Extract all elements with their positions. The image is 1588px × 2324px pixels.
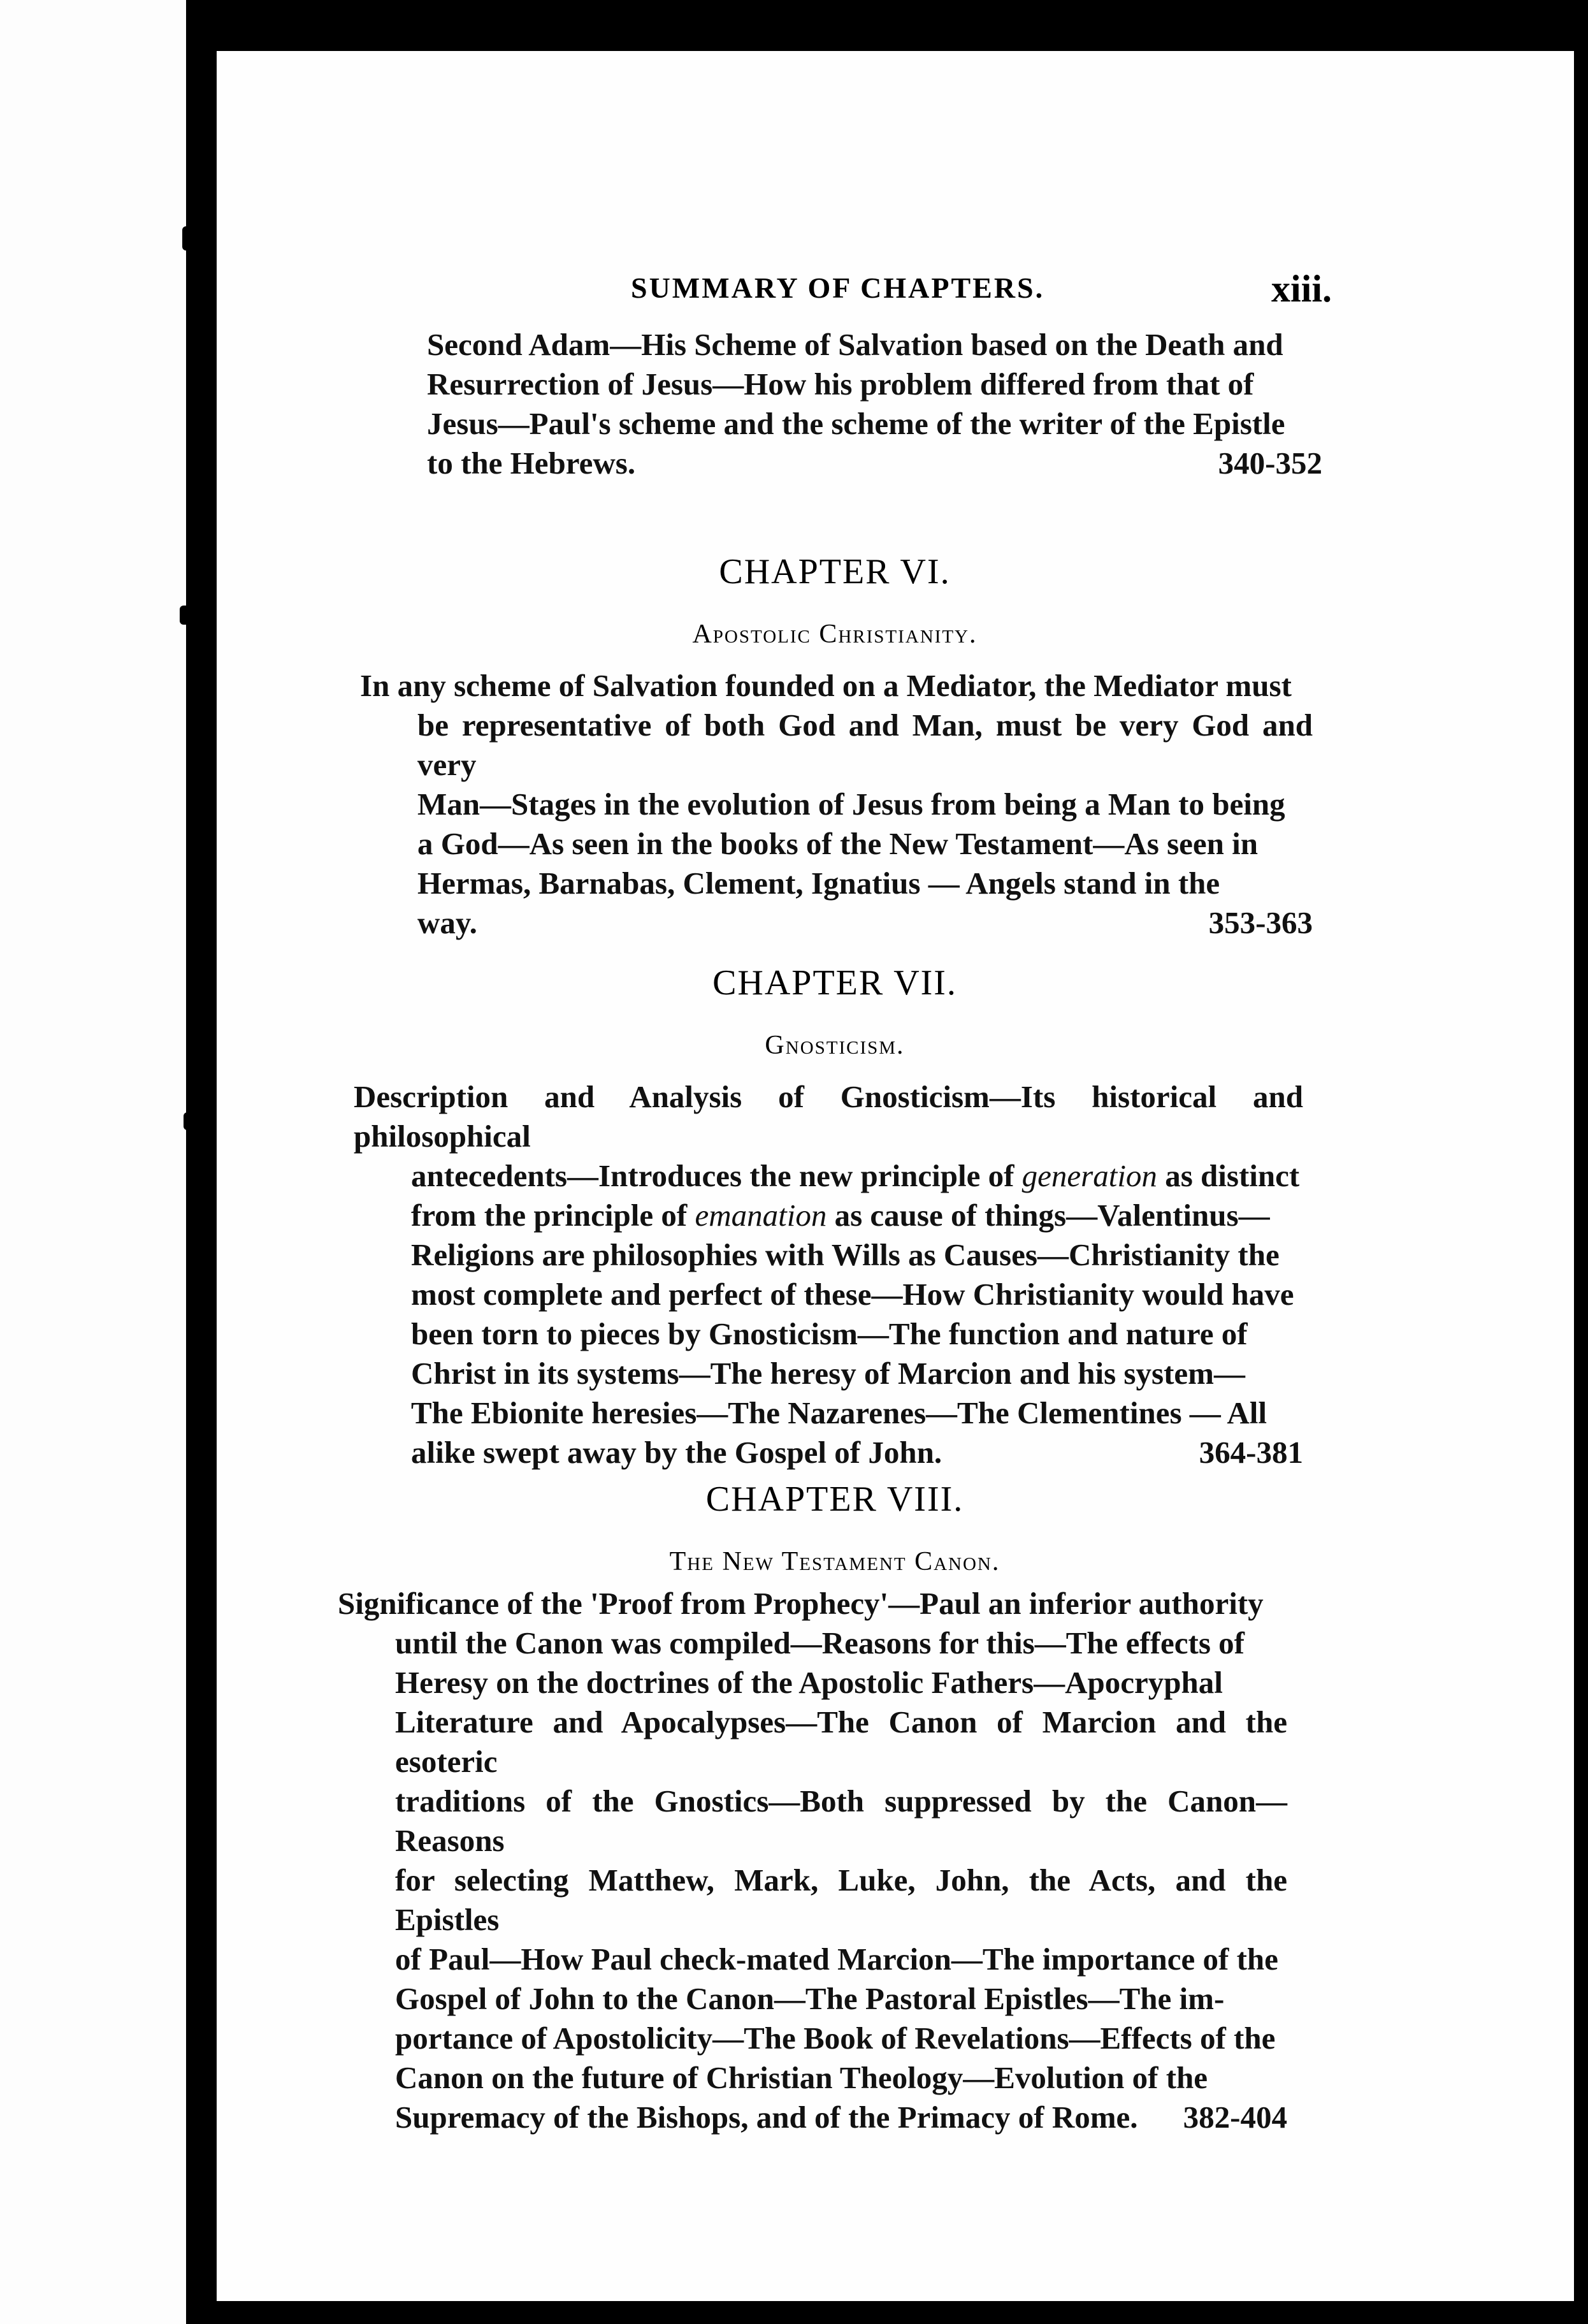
chapter-heading <box>344 962 1325 1061</box>
text-line: Second Adam—His Scheme of Salvation based on the Death and <box>427 327 1283 362</box>
text-line: of Paul—How Paul check-mated Marcion—The importance of the <box>395 1942 1278 1977</box>
text-line: for selecting Matthew, Mark, Luke, John, the Acts, and the Epistles <box>395 1863 1287 1937</box>
text-line: Jesus—Paul's scheme and the scheme of the writer of the Epistle <box>427 406 1285 441</box>
text-line <box>427 444 1322 483</box>
chapter-number: CHAPTER VII. <box>712 963 957 1003</box>
running-head <box>631 268 1332 310</box>
text-line <box>360 903 1313 943</box>
text-line: from the principle of emanation as cause of things—Valentinus— <box>411 1198 1270 1233</box>
chapter-title: Gnosticism. <box>765 1031 905 1060</box>
text-line: antecedents—Introduces the new principle of generation as distinct <box>411 1158 1300 1193</box>
binding-mark <box>182 226 196 251</box>
text-line: Canon on the future of Christian Theology—Evolution of the <box>395 2060 1208 2095</box>
chapter-heading <box>344 551 1325 650</box>
continuation-paragraph <box>427 325 1322 483</box>
text-line: a God—As seen in the books of the New Testament—As seen in <box>417 826 1259 861</box>
running-head-title: SUMMARY OF CHAPTERS. <box>631 272 1045 304</box>
text-line: Christ in its systems—The heresy of Marcion and his system— <box>411 1356 1245 1391</box>
last-line-text: to the Hebrews. <box>427 446 636 481</box>
text-line: Description and Analysis of Gnosticism—Its historical and philosophical <box>354 1079 1303 1154</box>
text-line: Resurrection of Jesus—How his problem differed from that of <box>427 367 1254 402</box>
text-line: Man—Stages in the evolution of Jesus from being a Man to being <box>417 787 1285 822</box>
text-line <box>338 2098 1287 2137</box>
chapter-number: CHAPTER VIII. <box>705 1479 964 1519</box>
chapter-heading <box>344 1479 1325 1577</box>
page-range: 382-404 <box>1183 2100 1287 2135</box>
binding-mark <box>184 1112 194 1130</box>
chapter-summary <box>338 1584 1287 2137</box>
chapter-title: Apostolic Christianity. <box>692 620 978 649</box>
text-line: traditions of the Gnostics—Both suppressed by the Canon—Reasons <box>395 1783 1287 1858</box>
last-line-text: Supremacy of the Bishops, and of the Primacy of Rome. <box>395 2100 1138 2135</box>
text-line <box>354 1433 1303 1472</box>
chapter-number: CHAPTER VI. <box>719 552 951 592</box>
chapter-summary <box>360 666 1313 943</box>
text-line: portance of Apostolicity—The Book of Revelations—Effects of the <box>395 2021 1276 2056</box>
page-range: 364-381 <box>1199 1435 1303 1470</box>
chapter-title: The New Testament Canon. <box>669 1547 1000 1576</box>
text-line: Literature and Apocalypses—The Canon of Marcion and the esoteric <box>395 1704 1287 1779</box>
text-line: In any scheme of Salvation founded on a Mediator, the Mediator must <box>360 668 1292 703</box>
page-range: 340-352 <box>1218 446 1322 481</box>
text-line: Gospel of John to the Canon—The Pastoral Epistles—The im- <box>395 1981 1225 2016</box>
last-line-text: alike swept away by the Gospel of John. <box>411 1435 942 1470</box>
text-line: Religions are philosophies with Wills as Causes—Christianity the <box>411 1237 1280 1272</box>
last-line-text: way. <box>417 905 477 940</box>
text-line: be representative of both God and Man, must be very God and very <box>417 708 1313 782</box>
page-number: xiii. <box>1271 268 1332 310</box>
text-line: until the Canon was compiled—Reasons for this—The effects of <box>395 1625 1245 1660</box>
page-range: 353-363 <box>1208 905 1313 940</box>
text-line: Heresy on the doctrines of the Apostolic Fathers—Apocryphal <box>395 1665 1223 1700</box>
binding-mark <box>180 606 199 625</box>
text-line: been torn to pieces by Gnosticism—The function and nature of <box>411 1316 1248 1351</box>
chapter-summary <box>354 1077 1303 1472</box>
text-line: The Ebionite heresies—The Nazarenes—The Clementines — All <box>411 1395 1267 1430</box>
text-line: Hermas, Barnabas, Clement, Ignatius — Angels stand in the <box>417 866 1220 901</box>
text-line: most complete and perfect of these—How Christianity would have <box>411 1277 1294 1312</box>
text-line: Significance of the 'Proof from Prophecy'—Paul an inferior authority <box>338 1586 1264 1621</box>
facing-page-edge <box>0 0 186 2324</box>
